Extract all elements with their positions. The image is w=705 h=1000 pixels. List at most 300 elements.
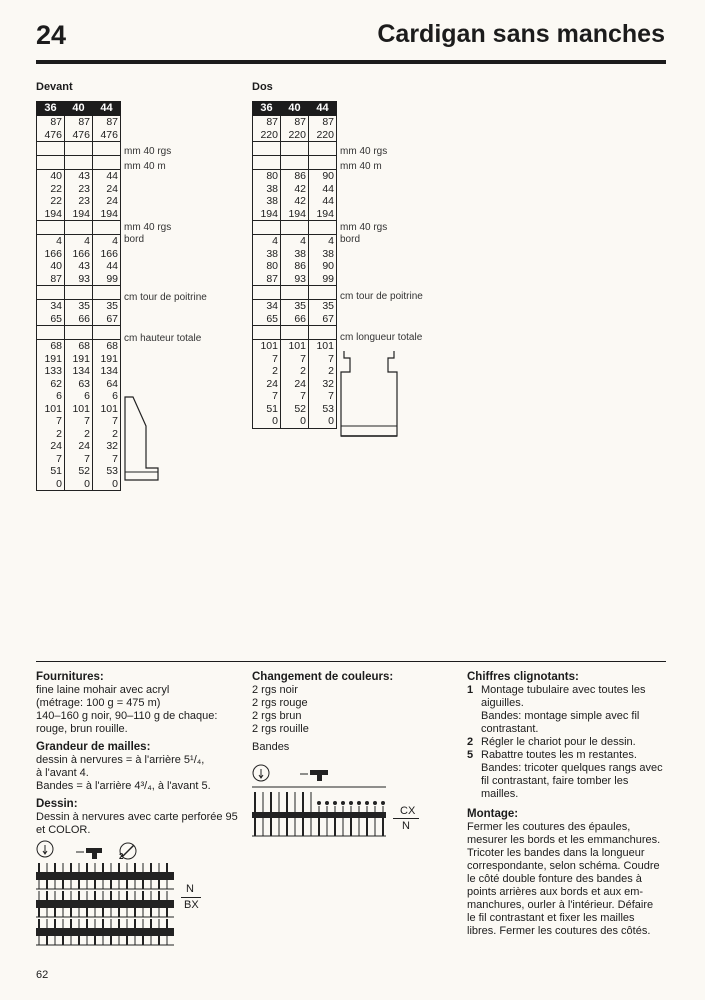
changement-line: 2 rgs noir bbox=[252, 684, 298, 696]
table-cell: 51 bbox=[253, 403, 281, 416]
table-cell: 24 bbox=[93, 183, 121, 196]
changement-line: 2 rgs rouille bbox=[252, 723, 309, 735]
column-colors bbox=[252, 666, 458, 754]
dos-label-rgs: mm 40 rgs bbox=[340, 146, 388, 157]
table-row bbox=[253, 390, 337, 403]
table-cell: 23 bbox=[65, 183, 93, 196]
chiffre-item bbox=[467, 749, 671, 801]
table-row bbox=[253, 170, 337, 183]
table-row bbox=[253, 300, 337, 313]
table-cell: 24 bbox=[281, 378, 309, 391]
changement-heading: Changement de couleurs: bbox=[252, 671, 394, 683]
table-cell: 38 bbox=[253, 183, 281, 196]
table-cell: 7 bbox=[37, 415, 65, 428]
bandes-label: Bandes bbox=[252, 741, 290, 753]
dos-label-bord: bord bbox=[340, 234, 361, 245]
table-cell: 44 bbox=[309, 195, 337, 208]
chiffre-line: Bandes: montage simple avec fil bbox=[481, 710, 640, 722]
bandes-diagram-label-cx: CX bbox=[400, 805, 416, 817]
table-cell: 87 bbox=[65, 116, 93, 129]
table-cell: 35 bbox=[65, 300, 93, 313]
table-cell: 191 bbox=[37, 353, 65, 366]
table-cell: 53 bbox=[309, 403, 337, 416]
table-cell: 87 bbox=[37, 116, 65, 129]
table-cell bbox=[65, 142, 93, 156]
table-cell: 42 bbox=[281, 195, 309, 208]
dessin-line: et COLOR. bbox=[36, 824, 91, 836]
table-row bbox=[253, 403, 337, 416]
fournitures-line: 140–160 g noir, 90–110 g de chaque: bbox=[36, 710, 218, 722]
table-cell: 4 bbox=[253, 235, 281, 248]
table-cell: 66 bbox=[65, 313, 93, 326]
table-cell: 0 bbox=[65, 478, 93, 491]
table-cell: 476 bbox=[65, 129, 93, 142]
table-cell: 166 bbox=[65, 248, 93, 261]
table-cell: 220 bbox=[281, 129, 309, 142]
table-cell: 6 bbox=[65, 390, 93, 403]
table-cell: 194 bbox=[65, 208, 93, 221]
table-cell: 220 bbox=[253, 129, 281, 142]
table-cell: 4 bbox=[281, 235, 309, 248]
table-cell: 7 bbox=[65, 453, 93, 466]
size-header: 44 bbox=[93, 102, 121, 116]
table-cell: 42 bbox=[281, 183, 309, 196]
table-row bbox=[253, 116, 337, 129]
table-row bbox=[37, 195, 121, 208]
table-cell: 44 bbox=[93, 170, 121, 183]
table-cell: 44 bbox=[309, 183, 337, 196]
table-cell: 101 bbox=[37, 403, 65, 416]
table-row bbox=[253, 142, 337, 156]
table-row bbox=[37, 273, 121, 286]
table-cell: 43 bbox=[65, 170, 93, 183]
table-cell bbox=[253, 286, 281, 300]
bandes-diagram-label-n: N bbox=[402, 820, 410, 832]
dessin-diagram-label-bx: BX bbox=[184, 899, 199, 911]
devant-label-hauteur: cm hauteur totale bbox=[124, 333, 202, 344]
dos-table bbox=[252, 101, 337, 429]
table-row bbox=[37, 465, 121, 478]
table-cell: 0 bbox=[37, 478, 65, 491]
fournitures-line: rouge, brun rouille. bbox=[36, 723, 128, 735]
table-cell: 7 bbox=[281, 353, 309, 366]
table-cell bbox=[281, 142, 309, 156]
table-cell: 38 bbox=[253, 195, 281, 208]
dessin-needle-diagram bbox=[36, 862, 184, 946]
dessin-symbols bbox=[36, 838, 156, 864]
table-cell: 90 bbox=[309, 170, 337, 183]
fournitures-heading: Fournitures: bbox=[36, 671, 104, 683]
dial-icon bbox=[253, 765, 269, 781]
table-cell bbox=[309, 221, 337, 235]
table-cell: 38 bbox=[309, 248, 337, 261]
table-cell bbox=[65, 221, 93, 235]
table-cell: 7 bbox=[309, 390, 337, 403]
table-cell bbox=[281, 286, 309, 300]
bandes-diagram-divider bbox=[393, 818, 419, 819]
page-number: 62 bbox=[36, 969, 49, 981]
montage-line: correspondante, selon schéma. Coudre bbox=[467, 860, 660, 872]
grandeur-heading: Grandeur de mailles: bbox=[36, 741, 151, 753]
table-cell: 7 bbox=[281, 390, 309, 403]
table-row bbox=[37, 208, 121, 221]
column-materials bbox=[36, 666, 242, 837]
table-cell: 7 bbox=[253, 390, 281, 403]
table-cell bbox=[93, 326, 121, 340]
table-row bbox=[37, 248, 121, 261]
size-header: 36 bbox=[253, 102, 281, 116]
grandeur-line: à l'avant 4. bbox=[36, 767, 89, 779]
table-cell: 4 bbox=[309, 235, 337, 248]
table-cell: 194 bbox=[253, 208, 281, 221]
table-row bbox=[37, 378, 121, 391]
table-cell: 194 bbox=[37, 208, 65, 221]
montage-heading: Montage: bbox=[467, 808, 519, 820]
chiffres-list bbox=[467, 684, 671, 801]
table-cell: 87 bbox=[37, 273, 65, 286]
table-cell: 38 bbox=[281, 248, 309, 261]
montage-line: manchures, ourler à l'intérieur. Défaire bbox=[467, 899, 654, 911]
chiffre-line: contrastant. bbox=[481, 723, 539, 735]
chiffre-text bbox=[481, 684, 646, 736]
grandeur-line: dessin à nervures = à l'arrière 5¹/₄, bbox=[36, 754, 205, 766]
table-row bbox=[37, 286, 121, 300]
table-cell bbox=[253, 142, 281, 156]
table-row bbox=[253, 156, 337, 170]
table-cell: 65 bbox=[37, 313, 65, 326]
chiffre-text bbox=[481, 736, 636, 749]
table-cell: 0 bbox=[253, 415, 281, 428]
table-cell: 86 bbox=[281, 260, 309, 273]
table-cell bbox=[93, 142, 121, 156]
table-cell: 133 bbox=[37, 365, 65, 378]
table-cell: 35 bbox=[93, 300, 121, 313]
dessin-diagram-label-n: N bbox=[186, 883, 194, 895]
table-cell: 24 bbox=[37, 440, 65, 453]
dos-label-m: mm 40 m bbox=[340, 161, 382, 172]
montage-line: Fermer les coutures des épaules, bbox=[467, 821, 631, 833]
table-cell: 68 bbox=[65, 340, 93, 353]
table-cell: 35 bbox=[309, 300, 337, 313]
dos-label: Dos bbox=[252, 81, 273, 93]
table-cell: 101 bbox=[65, 403, 93, 416]
needle-bed-block bbox=[36, 891, 174, 917]
table-cell: 4 bbox=[93, 235, 121, 248]
table-cell: 38 bbox=[253, 248, 281, 261]
table-row bbox=[253, 365, 337, 378]
table-row bbox=[253, 183, 337, 196]
table-cell bbox=[37, 142, 65, 156]
chapter-number: 24 bbox=[36, 20, 67, 50]
table-cell bbox=[93, 221, 121, 235]
table-cell: 87 bbox=[253, 273, 281, 286]
chiffre-line: mailles. bbox=[481, 788, 519, 800]
table-cell bbox=[65, 326, 93, 340]
montage-line: le côté double fonture des bandes à bbox=[467, 873, 642, 885]
table-cell bbox=[37, 326, 65, 340]
table-cell: 52 bbox=[65, 465, 93, 478]
table-cell: 63 bbox=[65, 378, 93, 391]
table-cell: 40 bbox=[37, 260, 65, 273]
size-header-row bbox=[253, 102, 337, 116]
table-row bbox=[253, 378, 337, 391]
chiffre-line: fil contrastant, faire tomber les bbox=[481, 775, 629, 787]
size-header: 40 bbox=[65, 102, 93, 116]
table-cell: 2 bbox=[37, 428, 65, 441]
table-cell bbox=[93, 286, 121, 300]
table-cell: 65 bbox=[253, 313, 281, 326]
table-cell: 35 bbox=[281, 300, 309, 313]
table-row bbox=[37, 478, 121, 491]
table-cell: 80 bbox=[253, 170, 281, 183]
dos-shape-diagram bbox=[340, 350, 406, 440]
table-cell: 220 bbox=[309, 129, 337, 142]
table-cell: 476 bbox=[37, 129, 65, 142]
devant-table bbox=[36, 101, 121, 491]
dos-label-longueur: cm longueur totale bbox=[340, 332, 423, 343]
table-cell: 87 bbox=[309, 116, 337, 129]
table-cell: 101 bbox=[93, 403, 121, 416]
table-row bbox=[253, 353, 337, 366]
table-cell: 191 bbox=[93, 353, 121, 366]
table-row bbox=[37, 129, 121, 142]
section-rule bbox=[36, 661, 666, 662]
table-cell: 2 bbox=[93, 428, 121, 441]
dos-label-rgs-bord: mm 40 rgs bbox=[340, 222, 388, 233]
table-row bbox=[253, 273, 337, 286]
chiffre-line: Rabattre toutes les m restantes. bbox=[481, 749, 637, 761]
table-row bbox=[253, 326, 337, 340]
table-cell: 2 bbox=[253, 365, 281, 378]
montage-line: le fil contrastant et fixer les mailles bbox=[467, 912, 635, 924]
table-cell: 194 bbox=[93, 208, 121, 221]
table-cell: 7 bbox=[309, 353, 337, 366]
chiffre-number: 1 bbox=[467, 684, 474, 696]
montage-line: Tricoter les bandes dans la longueur bbox=[467, 847, 645, 859]
table-cell: 22 bbox=[37, 183, 65, 196]
table-cell: 6 bbox=[37, 390, 65, 403]
chiffre-line: aiguilles. bbox=[481, 697, 524, 709]
table-cell: 7 bbox=[93, 453, 121, 466]
needle-bed-block bbox=[36, 919, 174, 945]
table-row bbox=[253, 286, 337, 300]
table-row bbox=[37, 415, 121, 428]
table-cell bbox=[309, 286, 337, 300]
table-cell bbox=[281, 156, 309, 170]
table-row bbox=[37, 221, 121, 235]
table-cell: 134 bbox=[93, 365, 121, 378]
table-row bbox=[37, 142, 121, 156]
table-cell: 52 bbox=[281, 403, 309, 416]
table-cell: 43 bbox=[65, 260, 93, 273]
devant-label-tour: cm tour de poitrine bbox=[124, 292, 207, 303]
table-row bbox=[253, 208, 337, 221]
table-row bbox=[37, 235, 121, 248]
montage-line: mesurer les bords et les emmanchures. bbox=[467, 834, 661, 846]
table-cell: 0 bbox=[281, 415, 309, 428]
table-row bbox=[37, 403, 121, 416]
size-header: 36 bbox=[37, 102, 65, 116]
table-row bbox=[253, 340, 337, 353]
table-cell: 87 bbox=[281, 116, 309, 129]
chiffre-number: 2 bbox=[467, 736, 474, 748]
table-cell bbox=[309, 142, 337, 156]
table-cell bbox=[253, 156, 281, 170]
table-row bbox=[37, 300, 121, 313]
devant-label-bord: bord bbox=[124, 234, 145, 245]
table-cell: 0 bbox=[93, 478, 121, 491]
table-cell: 34 bbox=[253, 300, 281, 313]
table-cell: 4 bbox=[37, 235, 65, 248]
table-cell: 7 bbox=[65, 415, 93, 428]
chiffre-text bbox=[481, 749, 663, 801]
table-row bbox=[37, 116, 121, 129]
bandes-symbols bbox=[252, 762, 352, 786]
fournitures-line: fine laine mohair avec acryl bbox=[36, 684, 170, 696]
table-row bbox=[37, 156, 121, 170]
table-cell: 22 bbox=[37, 195, 65, 208]
table-cell: 93 bbox=[65, 273, 93, 286]
table-cell: 86 bbox=[281, 170, 309, 183]
table-cell: 166 bbox=[93, 248, 121, 261]
montage-line: points arrières aux bords et aux em- bbox=[467, 886, 644, 898]
table-row bbox=[253, 221, 337, 235]
table-cell: 194 bbox=[309, 208, 337, 221]
carriage-icon bbox=[76, 848, 102, 859]
table-cell: 24 bbox=[253, 378, 281, 391]
table-cell: 23 bbox=[65, 195, 93, 208]
needle-bed-block bbox=[252, 787, 386, 836]
devant-label: Devant bbox=[36, 81, 73, 93]
montage-line: libres. Fermer les coutures des côtés. bbox=[467, 925, 651, 937]
chiffre-line: Régler le chariot pour le dessin. bbox=[481, 736, 636, 748]
dessin-heading: Dessin: bbox=[36, 798, 78, 810]
chiffre-item bbox=[467, 736, 671, 749]
table-cell: 34 bbox=[37, 300, 65, 313]
table-cell: 99 bbox=[93, 273, 121, 286]
table-row bbox=[37, 428, 121, 441]
table-cell: 24 bbox=[93, 195, 121, 208]
size-header-row bbox=[37, 102, 121, 116]
table-cell: 99 bbox=[309, 273, 337, 286]
table-row bbox=[37, 313, 121, 326]
changement-line: 2 rgs brun bbox=[252, 710, 302, 722]
devant-label-rgs-bord: mm 40 rgs bbox=[124, 222, 172, 233]
table-cell: 68 bbox=[37, 340, 65, 353]
header-rule bbox=[36, 60, 666, 64]
table-cell bbox=[281, 326, 309, 340]
table-cell: 68 bbox=[93, 340, 121, 353]
table-row bbox=[37, 170, 121, 183]
table-cell: 40 bbox=[37, 170, 65, 183]
table-cell: 64 bbox=[93, 378, 121, 391]
devant-label-rgs: mm 40 rgs bbox=[124, 146, 172, 157]
table-row bbox=[253, 260, 337, 273]
table-cell bbox=[309, 156, 337, 170]
dessin-diagram-divider bbox=[181, 897, 201, 898]
table-row bbox=[37, 260, 121, 273]
table-cell: 2 bbox=[309, 365, 337, 378]
size-header: 40 bbox=[281, 102, 309, 116]
grandeur-line: Bandes = à l'arrière 4³/₄, à l'avant 5. bbox=[36, 780, 211, 792]
table-cell bbox=[37, 156, 65, 170]
needle-bed-block bbox=[36, 863, 174, 889]
table-cell: 7 bbox=[253, 353, 281, 366]
table-row bbox=[37, 390, 121, 403]
chiffre-item bbox=[467, 684, 671, 736]
table-cell bbox=[37, 221, 65, 235]
table-cell bbox=[253, 326, 281, 340]
size-header: 44 bbox=[309, 102, 337, 116]
table-row bbox=[253, 313, 337, 326]
chiffre-number: 5 bbox=[467, 749, 474, 761]
table-cell: 62 bbox=[37, 378, 65, 391]
montage-text bbox=[467, 821, 671, 938]
chiffre-line: Montage tubulaire avec toutes les bbox=[481, 684, 646, 696]
table-cell: 67 bbox=[93, 313, 121, 326]
chiffres-heading: Chiffres clignotants: bbox=[467, 671, 579, 683]
dessin-line: Dessin à nervures avec carte perforée 95 bbox=[36, 811, 238, 823]
table-cell: 194 bbox=[281, 208, 309, 221]
table-cell: 101 bbox=[309, 340, 337, 353]
table-row bbox=[37, 353, 121, 366]
changement-line: 2 rgs rouge bbox=[252, 697, 308, 709]
table-cell: 476 bbox=[93, 129, 121, 142]
devant-shape-diagram bbox=[124, 396, 164, 484]
table-cell: 51 bbox=[37, 465, 65, 478]
table-cell bbox=[309, 326, 337, 340]
table-cell: 53 bbox=[93, 465, 121, 478]
devant-label-m: mm 40 m bbox=[124, 161, 166, 172]
table-cell: 93 bbox=[281, 273, 309, 286]
table-cell: 4 bbox=[65, 235, 93, 248]
table-row bbox=[37, 326, 121, 340]
table-cell: 0 bbox=[309, 415, 337, 428]
column-instructions bbox=[467, 666, 671, 938]
table-cell: 7 bbox=[37, 453, 65, 466]
dial-icon bbox=[37, 841, 53, 857]
table-cell: 80 bbox=[253, 260, 281, 273]
dos-label-tour: cm tour de poitrine bbox=[340, 291, 423, 302]
table-row bbox=[37, 453, 121, 466]
table-cell: 32 bbox=[309, 378, 337, 391]
table-row bbox=[37, 440, 121, 453]
table-cell: 191 bbox=[65, 353, 93, 366]
table-cell: 2 bbox=[65, 428, 93, 441]
table-cell: 44 bbox=[93, 260, 121, 273]
table-row bbox=[253, 129, 337, 142]
table-cell: 7 bbox=[93, 415, 121, 428]
table-cell: 66 bbox=[281, 313, 309, 326]
table-cell: 166 bbox=[37, 248, 65, 261]
table-row bbox=[37, 183, 121, 196]
table-cell: 32 bbox=[93, 440, 121, 453]
table-cell bbox=[281, 221, 309, 235]
table-cell bbox=[93, 156, 121, 170]
table-cell: 101 bbox=[253, 340, 281, 353]
table-cell: 24 bbox=[65, 440, 93, 453]
table-cell bbox=[253, 221, 281, 235]
table-cell: 6 bbox=[93, 390, 121, 403]
table-row bbox=[253, 195, 337, 208]
dessin-step-number: 2 bbox=[119, 852, 124, 861]
fournitures-line: (métrage: 100 g = 475 m) bbox=[36, 697, 161, 709]
table-cell: 90 bbox=[309, 260, 337, 273]
chiffre-line: Bandes: tricoter quelques rangs avec bbox=[481, 762, 663, 774]
page-title: Cardigan sans manches bbox=[377, 20, 665, 48]
table-cell: 2 bbox=[281, 365, 309, 378]
table-cell bbox=[65, 286, 93, 300]
